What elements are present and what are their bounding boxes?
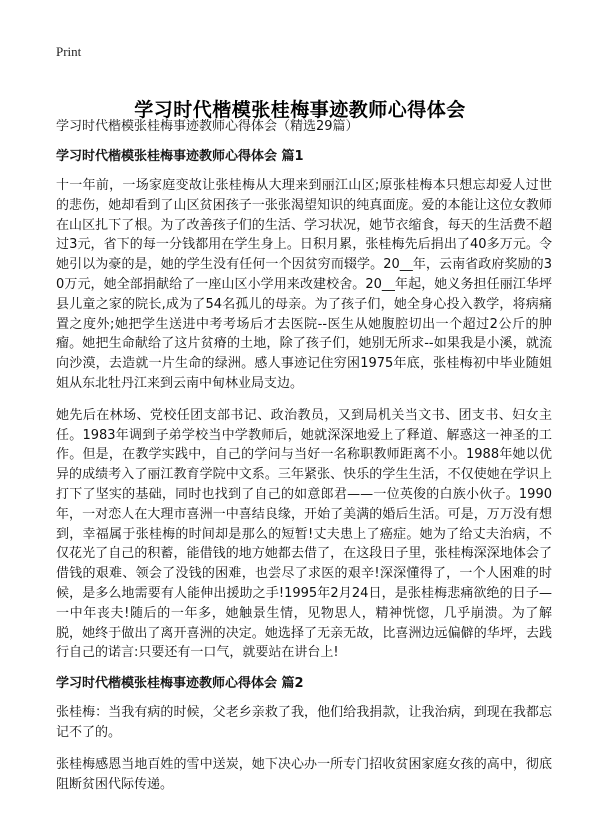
section-1 xyxy=(56,148,552,663)
paragraph: 十一年前，一场家庭变故让张桂梅从大理来到丽江山区;原张桂梅本只想忘却爱人过世的悲伤，她却看到了山区贫困孩子一张张渴望知识的纯真面庞。爱的本能让这位女教师在山区扎下了根。为了改善孩子们的生活、学习状况，她节衣缩食，每天的生活费不超过3元，省下的每一分钱都用在学生身上。日积月累，张桂梅先后捐出了40多万元。令她引以为豪的是，她的学生没有任何一个因贫穷而辍学。20__年，云南省政府奖励的30万元，她全部捐献给了一座山区小学用来改建校舍。20__年起，她义务担任丽江华坪县儿童之家的院长,成为了54名孤儿的母亲。为了孩子们，她全身心投入教学，将病痛置之度外;她把学生送进中考考场后才去医院--医生从她腹腔切出一个超过2公斤的肿瘤。她把生命献给了这片贫瘠的土地，除了孩子们，她别无所求--如果我是小溪，就流向沙漠，去造就一片生命的绿洲。感人事迹记住穷困1975年底，张桂梅初中毕业随姐姐从东北牡丹江来到云南中甸林业局支边。 xyxy=(56,178,552,391)
paragraph: 张桂梅感恩当地百姓的雪中送炭，她下决心办一所专门招收贫困家庭女孩的高中，彻底阻断贫困代际传递。 xyxy=(56,756,552,792)
page-title: 学习时代楷模张桂梅事迹教师心得体会 xyxy=(134,98,466,121)
section-heading: 学习时代楷模张桂梅事迹教师心得体会 篇2 xyxy=(56,676,304,692)
paragraph: 她先后在林场、党校任团支部书记、政治教员，又到局机关当文书、团支书、妇女主任。1983年调到子弟学校当中学教师后，她就深深地爱上了释道、解惑这一神圣的工作。但是，在教学实践中，自己的学问与当好一名称职教师距离不小。1988年她以优异的成绩考入了丽江教育学院中文系。三年紧张、快乐的学生生活，不仅使她在学识上打下了坚实的基础，同时也找到了自己的如意郎君——一位英俊的白族小伙子。1990年，一对恋人在大理市喜洲一中喜结良缘，开始了美满的婚后生活。可是，万万没有想到，幸福属于张桂梅的时间却是那么的短暂!丈夫患上了癌症。她为了给丈夫治病，不仅花光了自己的积蓄，能借钱的地方她都去借了，在这段日子里，张桂梅深深地体会了借钱的艰难、领会了没钱的困难，也尝尽了求医的艰辛!深深懂得了，一个人困难的时候，是多么地需要有人能伸出援助之手!1995年2月24日，是张桂梅悲痛欲绝的日子—一中年丧夫!随后的一年多，她触景生情，见物思人，精神恍惚，几乎崩溃。为了解脱，她终于做出了离开喜洲的决定。她选择了无亲无故，比喜洲边远偏僻的华坪，去践行自己的诺言:只要还有一口气，就要站在讲台上! xyxy=(56,407,552,661)
print-label: Print xyxy=(56,44,82,59)
paragraph: 张桂梅：当我有病的时候，父老乡亲救了我，他们给我捐款，让我治病，到现在我都忘记不了的。 xyxy=(56,705,552,740)
section-heading: 学习时代楷模张桂梅事迹教师心得体会 篇1 xyxy=(56,149,304,164)
document-body xyxy=(56,118,552,806)
section-2 xyxy=(56,675,552,794)
document-subtitle: 学习时代楷模张桂梅事迹教师心得体会（精选29篇） xyxy=(56,119,359,134)
